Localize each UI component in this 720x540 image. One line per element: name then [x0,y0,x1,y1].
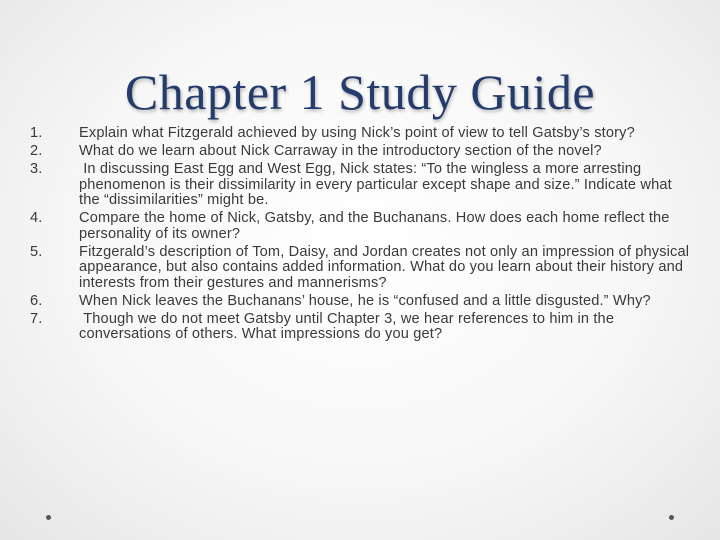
list-item [30,243,694,292]
list-item-text: Compare the home of Nick, Gatsby, and the Buchanans. How does each home reflect the personality of its owner? [79,210,674,242]
list-item-number: 2. [30,142,43,159]
list-item-number: 6. [30,292,43,309]
slide-title: Chapter 1 Study Guide [124,64,596,120]
decorative-dot-left [46,515,51,520]
list-item [30,162,690,209]
decorative-dot-right [669,515,674,520]
list-item-text: What do we learn about Nick Carraway in the introductory section of the novel? [79,142,602,159]
list-item-text: Fitzgerald’s description of Tom, Daisy, and Jordan creates not only an impression of physical appearance, but also contains added information. What do you learn about their history and interests from their gestures and mannerisms? [79,243,694,291]
list-item-text: When Nick leaves the Buchanans’ house, he is “confused and a little disgusted.” Why? [79,292,651,309]
list-item-number: 7. [30,310,43,327]
list-item [30,126,690,142]
list-item-text: Though we do not meet Gatsby until Chapter 3, we hear references to him in the conversations of others. What impressions do you get? [79,310,619,343]
list-item [30,294,690,310]
list-item-number: 4. [30,210,43,227]
list-item-number: 1. [30,125,43,141]
list-item-number: 5. [30,243,43,260]
list-item-text: In discussing East Egg and West Egg, Nick states: “To the wingless a more arresting phenomenon is their dissimilarity in every particular except shape and size.” Indicate what the “dissimilarities” might be. [79,160,677,209]
question-list [30,125,694,345]
list-item [30,211,690,242]
list-item [30,312,690,343]
list-item-number: 3. [30,160,43,177]
list-item-text: Explain what Fitzgerald achieved by using Nick’s point of view to tell Gatsby’s story? [79,125,635,141]
list-item [30,144,690,160]
